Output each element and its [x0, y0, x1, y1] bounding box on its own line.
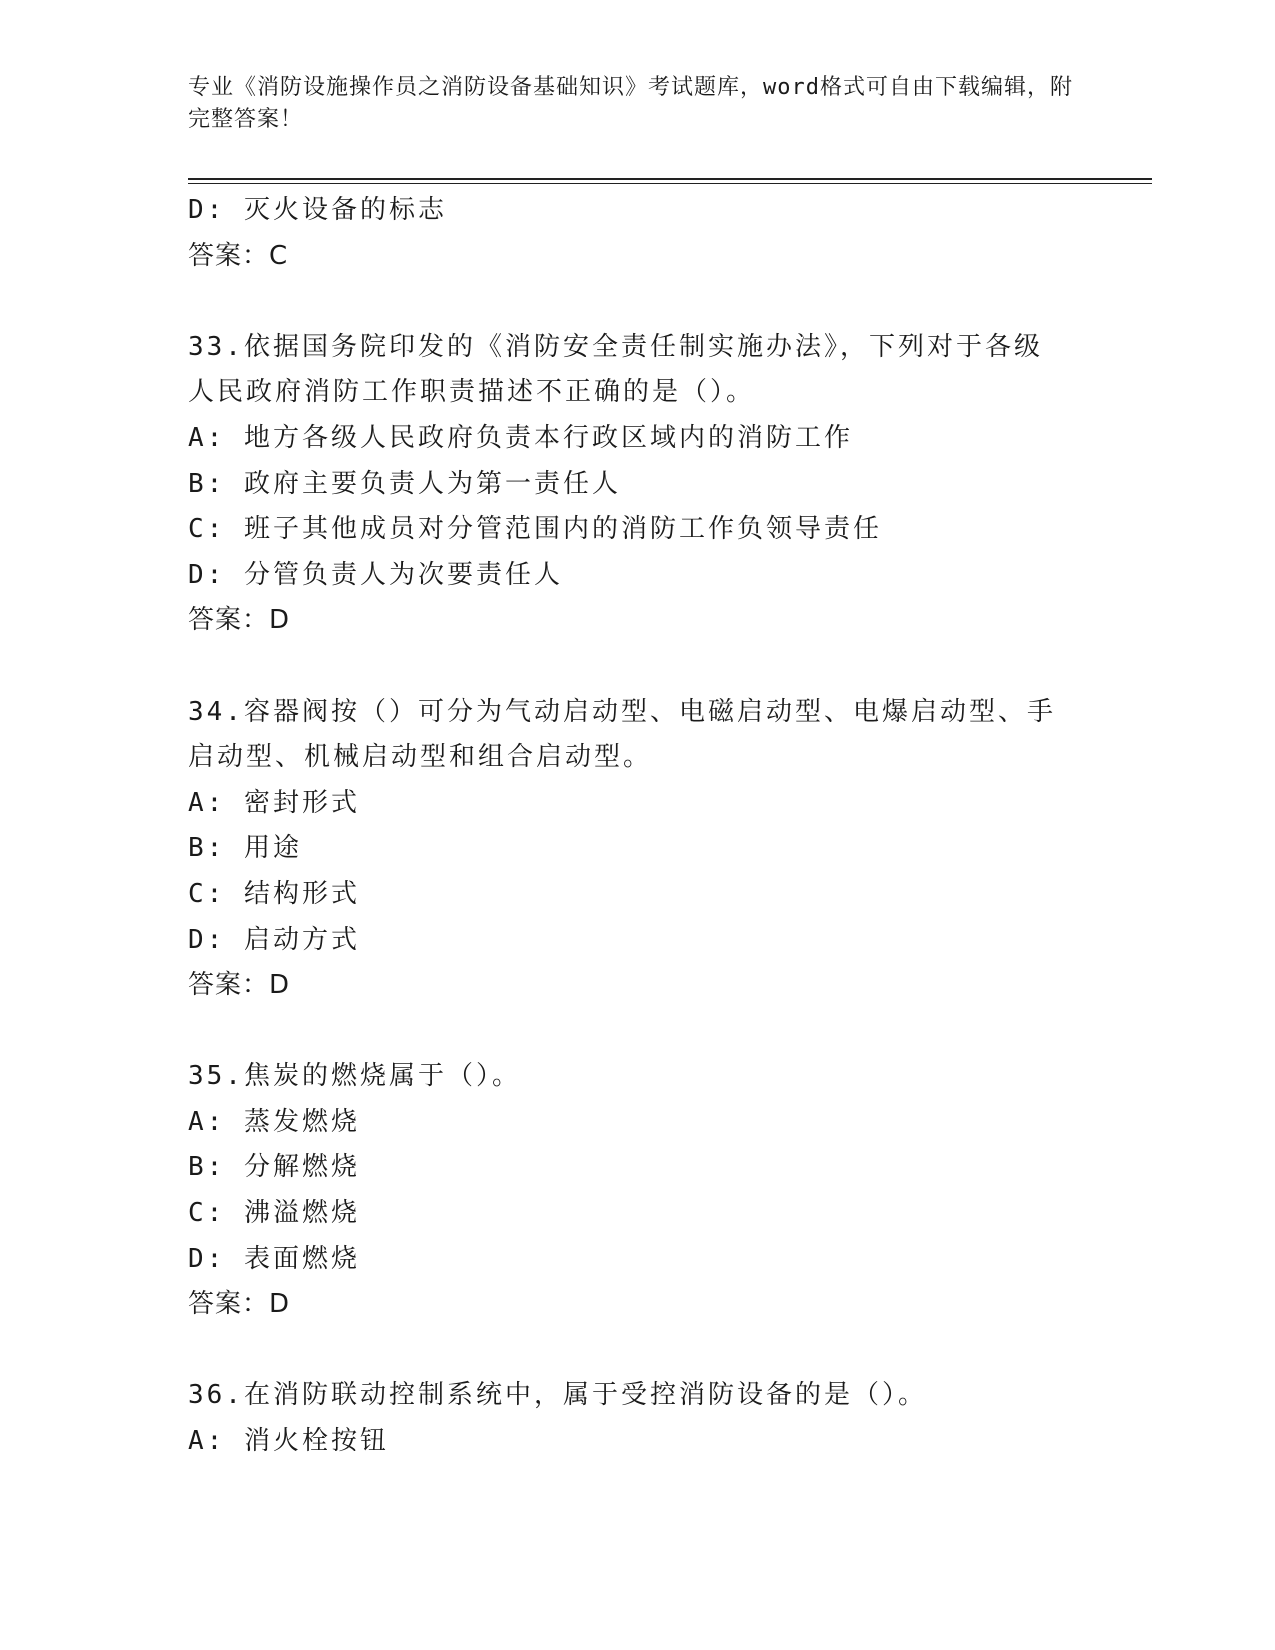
option-d: D: 分管负责人为次要责任人 — [188, 559, 563, 590]
spacer — [188, 279, 1148, 325]
answer: 答案：D — [188, 970, 291, 1001]
prev-answer: 答案：C — [188, 240, 289, 271]
option-b: B: 政府主要负责人为第一责任人 — [188, 468, 621, 499]
prev-option-d: D: 灭火设备的标志 — [188, 195, 447, 225]
option-a: A: 地方各级人民政府负责本行政区域内的消防工作 — [188, 422, 853, 453]
answer: 答案：D — [188, 605, 291, 636]
option-a: A: 蒸发燃烧 — [188, 1106, 360, 1137]
option-c: C: 沸溢燃烧 — [188, 1198, 360, 1229]
question-stem: 34.容器阀按（）可分为气动启动型、电磁启动型、电爆启动型、手启动型、机械启动型和组合启动型。 — [188, 696, 1056, 773]
question-33 — [188, 325, 1148, 644]
option-d: D: 启动方式 — [188, 924, 360, 955]
spacer — [188, 1328, 1148, 1374]
option-b: B: 分解燃烧 — [188, 1152, 360, 1183]
option-b: B: 用途 — [188, 833, 302, 864]
question-36 — [188, 1373, 1148, 1464]
option-a: A: 密封形式 — [188, 787, 360, 818]
spacer — [188, 644, 1148, 690]
header-divider-thin — [188, 183, 1152, 184]
question-34 — [188, 690, 1148, 1009]
header-divider-thick — [188, 178, 1152, 180]
option-a: A: 消火栓按钮 — [188, 1426, 389, 1457]
question-35 — [188, 1054, 1148, 1328]
question-stem: 33.依据国务院印发的《消防安全责任制实施办法》，下列对于各级人民政府消防工作职责描述不正确的是（）。 — [188, 331, 1043, 408]
spacer — [188, 1009, 1148, 1055]
question-list — [188, 188, 1148, 1465]
option-c: C: 结构形式 — [188, 878, 360, 909]
answer: 答案：D — [188, 1289, 291, 1320]
question-stem: 35.焦炭的燃烧属于（）。 — [188, 1061, 521, 1092]
question-stem: 36.在消防联动控制系统中，属于受控消防设备的是（）。 — [188, 1380, 927, 1411]
option-c: C: 班子其他成员对分管范围内的消防工作负领导责任 — [188, 514, 882, 545]
option-d: D: 表面燃烧 — [188, 1243, 360, 1274]
document-header: 专业《消防设施操作员之消防设备基础知识》考试题库，word格式可自由下载编辑，附完整答案！ — [188, 75, 1073, 132]
